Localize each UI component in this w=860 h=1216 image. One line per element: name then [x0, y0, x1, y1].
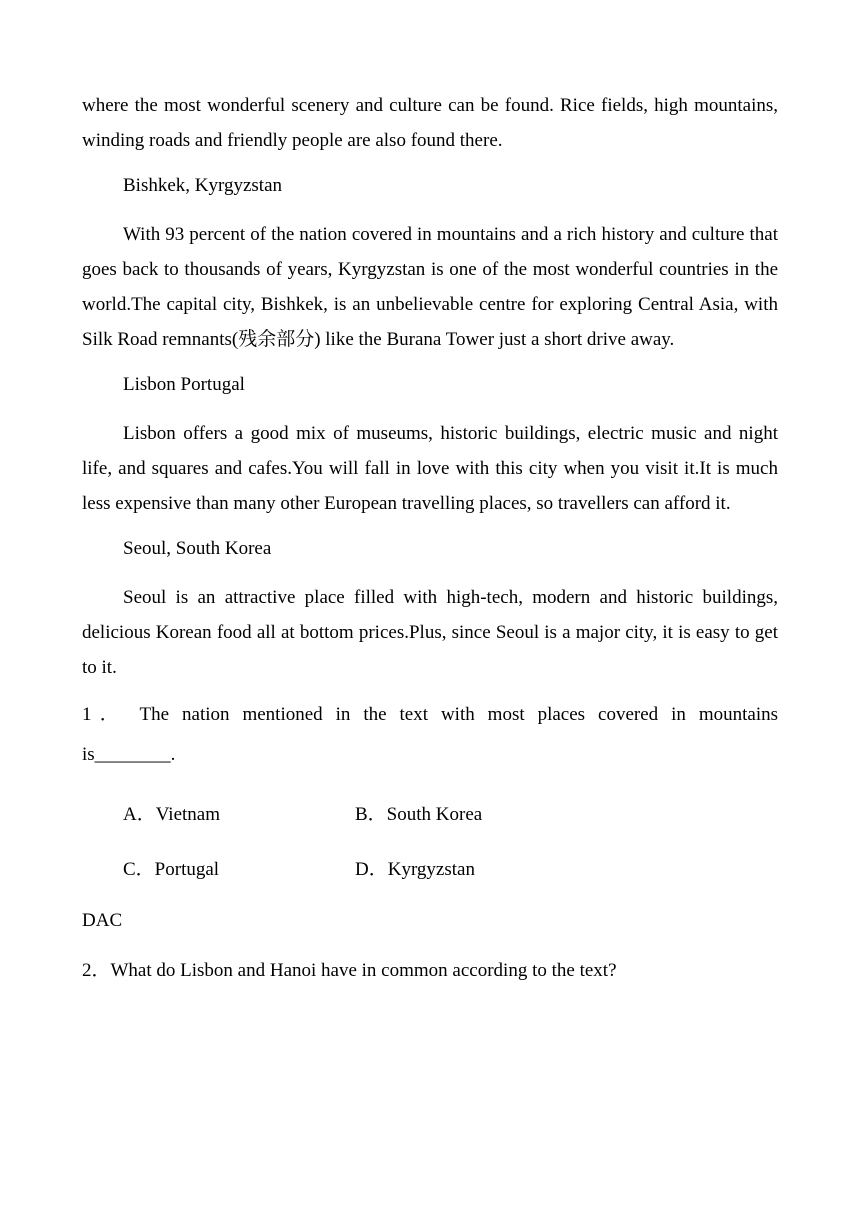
paragraph-lisbon: Lisbon offers a good mix of museums, historic buildings, electric music and night life, and squares and cafes.You will fall in love with this city when you visit it.It is much less expensive than many other European travelling places, so travellers can afford it.: [82, 423, 778, 514]
option-d: D．Kyrgyzstan: [355, 859, 475, 880]
option-c: C．Portugal: [123, 859, 220, 880]
question-1-stem-line-1: 1． The nation mentioned in the text with most places covered in mountains: [82, 704, 778, 725]
paragraph-bishkek: With 93 percent of the nation covered in mountains and a rich history and culture that goes back to thousands of years, Kyrgyzstan is one of the most wonderful countries in the world.The capital city, Bishkek, is an unbelievable centre for exploring Central Asia, with Silk Road remnants(残余部分) like the Burana Tower just a short drive away.: [82, 224, 778, 350]
paragraph-seoul: Seoul is an attractive place filled with high-tech, modern and historic buildings, delicious Korean food all at bottom prices.Plus, since Seoul is a major city, it is easy to get to it.: [82, 587, 778, 678]
paragraph-hanoi-continued: where the most wonderful scenery and culture can be found. Rice fields, high mountains, winding roads and friendly people are also found there.: [82, 95, 778, 151]
option-a: A．Vietnam: [123, 804, 221, 825]
question-1-stem-line-2: is________.: [82, 744, 176, 765]
heading-bishkek: Bishkek, Kyrgyzstan: [123, 175, 283, 196]
options-row-1: [123, 785, 778, 840]
heading-seoul: Seoul, South Korea: [123, 538, 272, 559]
answer-key: DAC: [82, 910, 123, 931]
question-1-stem: [82, 695, 778, 775]
question-1-options: [82, 785, 778, 895]
option-b: B．South Korea: [355, 804, 483, 825]
heading-lisbon: Lisbon Portugal: [123, 374, 245, 395]
options-row-2: [123, 840, 778, 895]
document-page: [82, 88, 778, 1003]
question-2-stem: 2．What do Lisbon and Hanoi have in common according to the text?: [82, 960, 617, 981]
